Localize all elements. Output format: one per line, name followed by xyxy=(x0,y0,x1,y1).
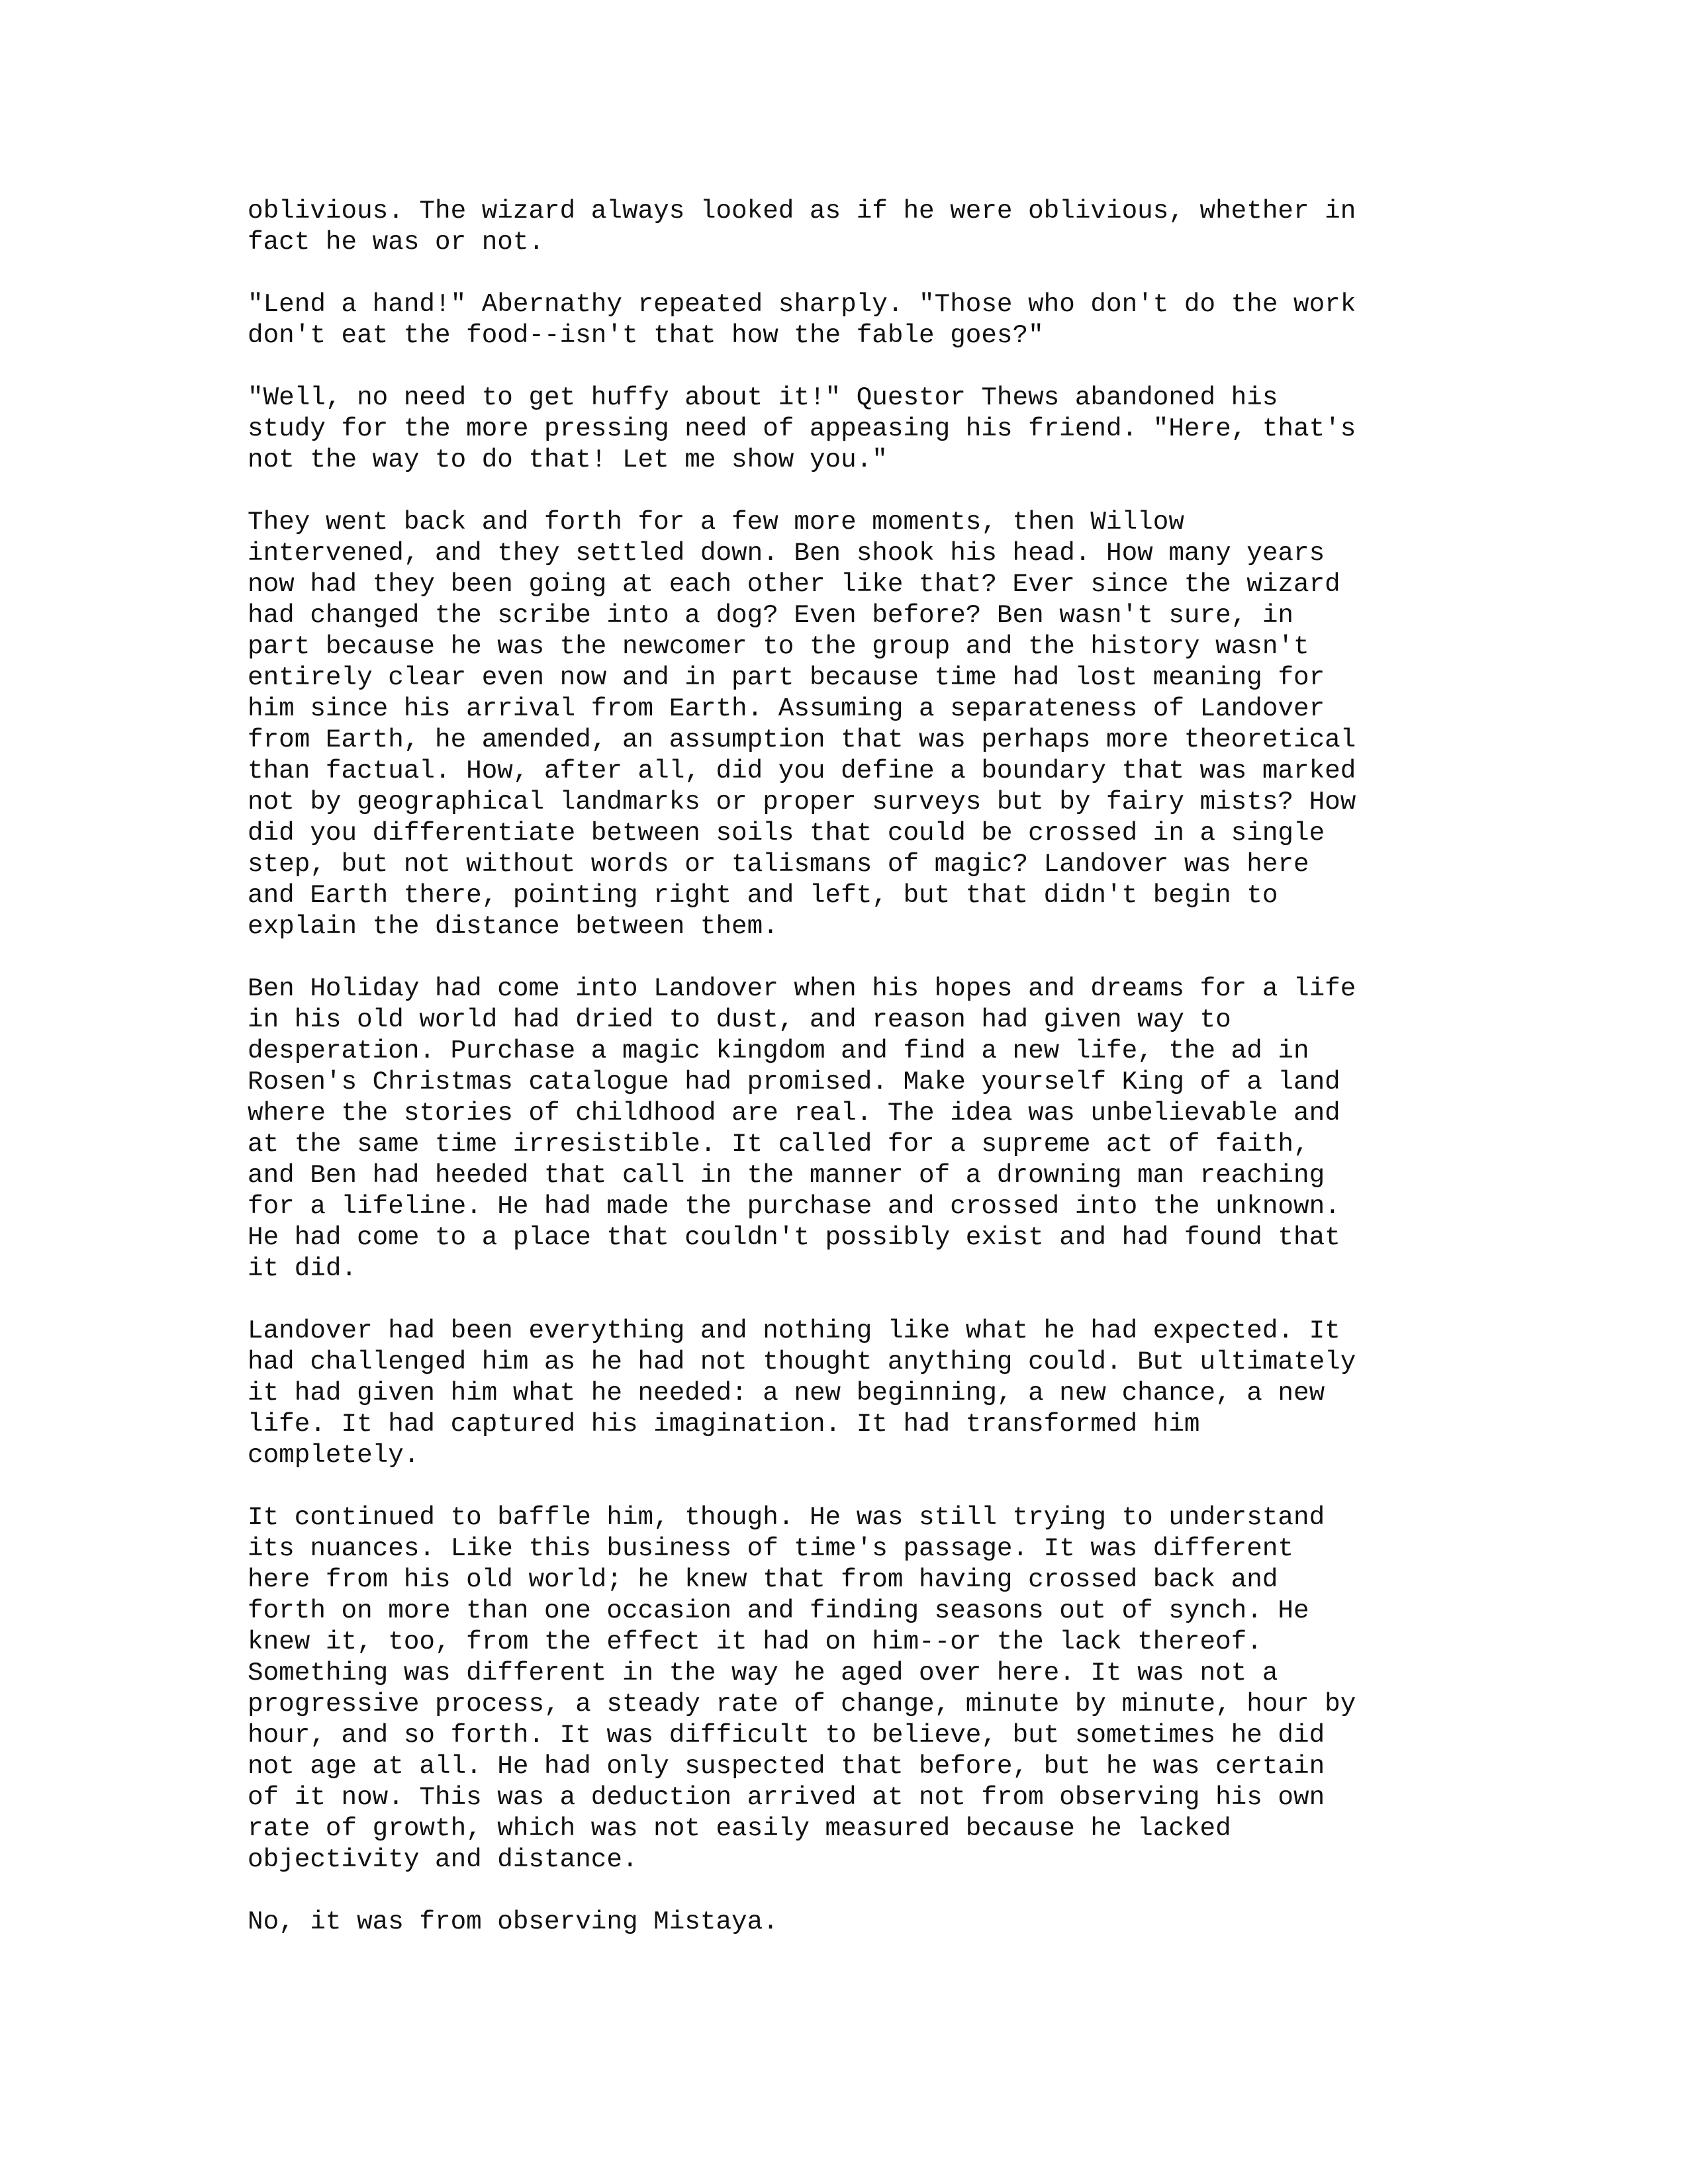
text-line: "Lend a hand!" Abernathy repeated sharply. "Those who don't do the work xyxy=(248,289,1356,319)
text-line: rate of growth, which was not easily measured because he lacked xyxy=(248,1813,1231,1843)
text-line: not the way to do that! Let me show you." xyxy=(248,445,888,475)
text-line: step, but not without words or talismans of magic? Landover was here xyxy=(248,849,1309,879)
text-line: fact he was or not. xyxy=(248,227,545,257)
text-line: intervened, and they settled down. Ben shook his head. How many years xyxy=(248,538,1325,568)
text-line: entirely clear even now and in part because time had lost meaning for xyxy=(248,662,1325,692)
text-line: part because he was the newcomer to the group and the history wasn't xyxy=(248,631,1309,661)
text-line: knew it, too, from the effect it had on him--or the lack thereof. xyxy=(248,1627,1262,1657)
text-line: had challenged him as he had not thought anything could. But ultimately xyxy=(248,1347,1356,1377)
text-line: of it now. This was a deduction arrived at not from observing his own xyxy=(248,1782,1325,1812)
text-line: did you differentiate between soils that could be crossed in a single xyxy=(248,818,1325,848)
text-line: and Earth there, pointing right and left, but that didn't begin to xyxy=(248,880,1278,910)
text-line: life. It had captured his imagination. It had transformed him xyxy=(248,1409,1200,1439)
paragraph xyxy=(248,1502,1505,1875)
text-line: explain the distance between them. xyxy=(248,911,778,941)
text-line: not age at all. He had only suspected that before, but he was certain xyxy=(248,1751,1325,1781)
text-line: They went back and forth for a few more moments, then Willow xyxy=(248,507,1184,537)
text-line: not by geographical landmarks or proper surveys but by fairy mists? How xyxy=(248,787,1356,817)
text-line: and Ben had heeded that call in the manner of a drowning man reaching xyxy=(248,1160,1325,1190)
paragraph xyxy=(248,195,1505,257)
text-line: desperation. Purchase a magic kingdom and find a new life, the ad in xyxy=(248,1036,1309,1066)
text-line: Landover had been everything and nothing like what he had expected. It xyxy=(248,1316,1340,1345)
text-line: at the same time irresistible. It called for a supreme act of faith, xyxy=(248,1129,1309,1159)
paragraph xyxy=(248,973,1505,1284)
text-line: him since his arrival from Earth. Assuming a separateness of Landover xyxy=(248,694,1325,723)
text-line: objectivity and distance. xyxy=(248,1844,638,1874)
text-line: He had come to a place that couldn't possibly exist and had found that xyxy=(248,1222,1340,1252)
text-line: don't eat the food--isn't that how the fable goes?" xyxy=(248,320,1044,350)
text-line: It continued to baffle him, though. He was still trying to understand xyxy=(248,1502,1325,1532)
text-line: in his old world had dried to dust, and reason had given way to xyxy=(248,1005,1231,1034)
text-line: had changed the scribe into a dog? Even before? Ben wasn't sure, in xyxy=(248,600,1293,630)
text-line: study for the more pressing need of appeasing his friend. "Here, that's xyxy=(248,414,1356,443)
text-line: than factual. How, after all, did you define a boundary that was marked xyxy=(248,756,1356,786)
body-text xyxy=(248,195,1505,1968)
text-line: it did. xyxy=(248,1253,357,1283)
text-line: where the stories of childhood are real. The idea was unbelievable and xyxy=(248,1098,1340,1128)
paragraph xyxy=(248,1906,1505,1937)
text-line: "Well, no need to get huffy about it!" Questor Thews abandoned his xyxy=(248,383,1278,412)
text-line: for a lifeline. He had made the purchase and crossed into the unknown. xyxy=(248,1191,1340,1221)
text-line: hour, and so forth. It was difficult to believe, but sometimes he did xyxy=(248,1720,1325,1750)
paragraph xyxy=(248,1315,1505,1471)
text-line: Ben Holiday had come into Landover when his hopes and dreams for a life xyxy=(248,974,1356,1003)
text-line: oblivious. The wizard always looked as if he were oblivious, whether in xyxy=(248,196,1356,226)
paragraph xyxy=(248,289,1505,351)
text-line: from Earth, he amended, an assumption that was perhaps more theoretical xyxy=(248,725,1356,754)
text-line: Rosen's Christmas catalogue had promised. Make yourself King of a land xyxy=(248,1067,1340,1097)
text-line: progressive process, a steady rate of change, minute by minute, hour by xyxy=(248,1689,1356,1719)
text-line: now had they been going at each other like that? Ever since the wizard xyxy=(248,569,1340,599)
paragraph xyxy=(248,506,1505,942)
text-line: it had given him what he needed: a new beginning, a new chance, a new xyxy=(248,1378,1325,1408)
text-line: Something was different in the way he aged over here. It was not a xyxy=(248,1658,1278,1688)
paragraph xyxy=(248,382,1505,475)
text-line: completely. xyxy=(248,1440,420,1470)
text-line: No, it was from observing Mistaya. xyxy=(248,1907,778,1936)
text-line: here from his old world; he knew that from having crossed back and xyxy=(248,1565,1278,1594)
text-line: forth on more than one occasion and finding seasons out of synch. He xyxy=(248,1596,1309,1625)
text-line: its nuances. Like this business of time's passage. It was different xyxy=(248,1533,1293,1563)
